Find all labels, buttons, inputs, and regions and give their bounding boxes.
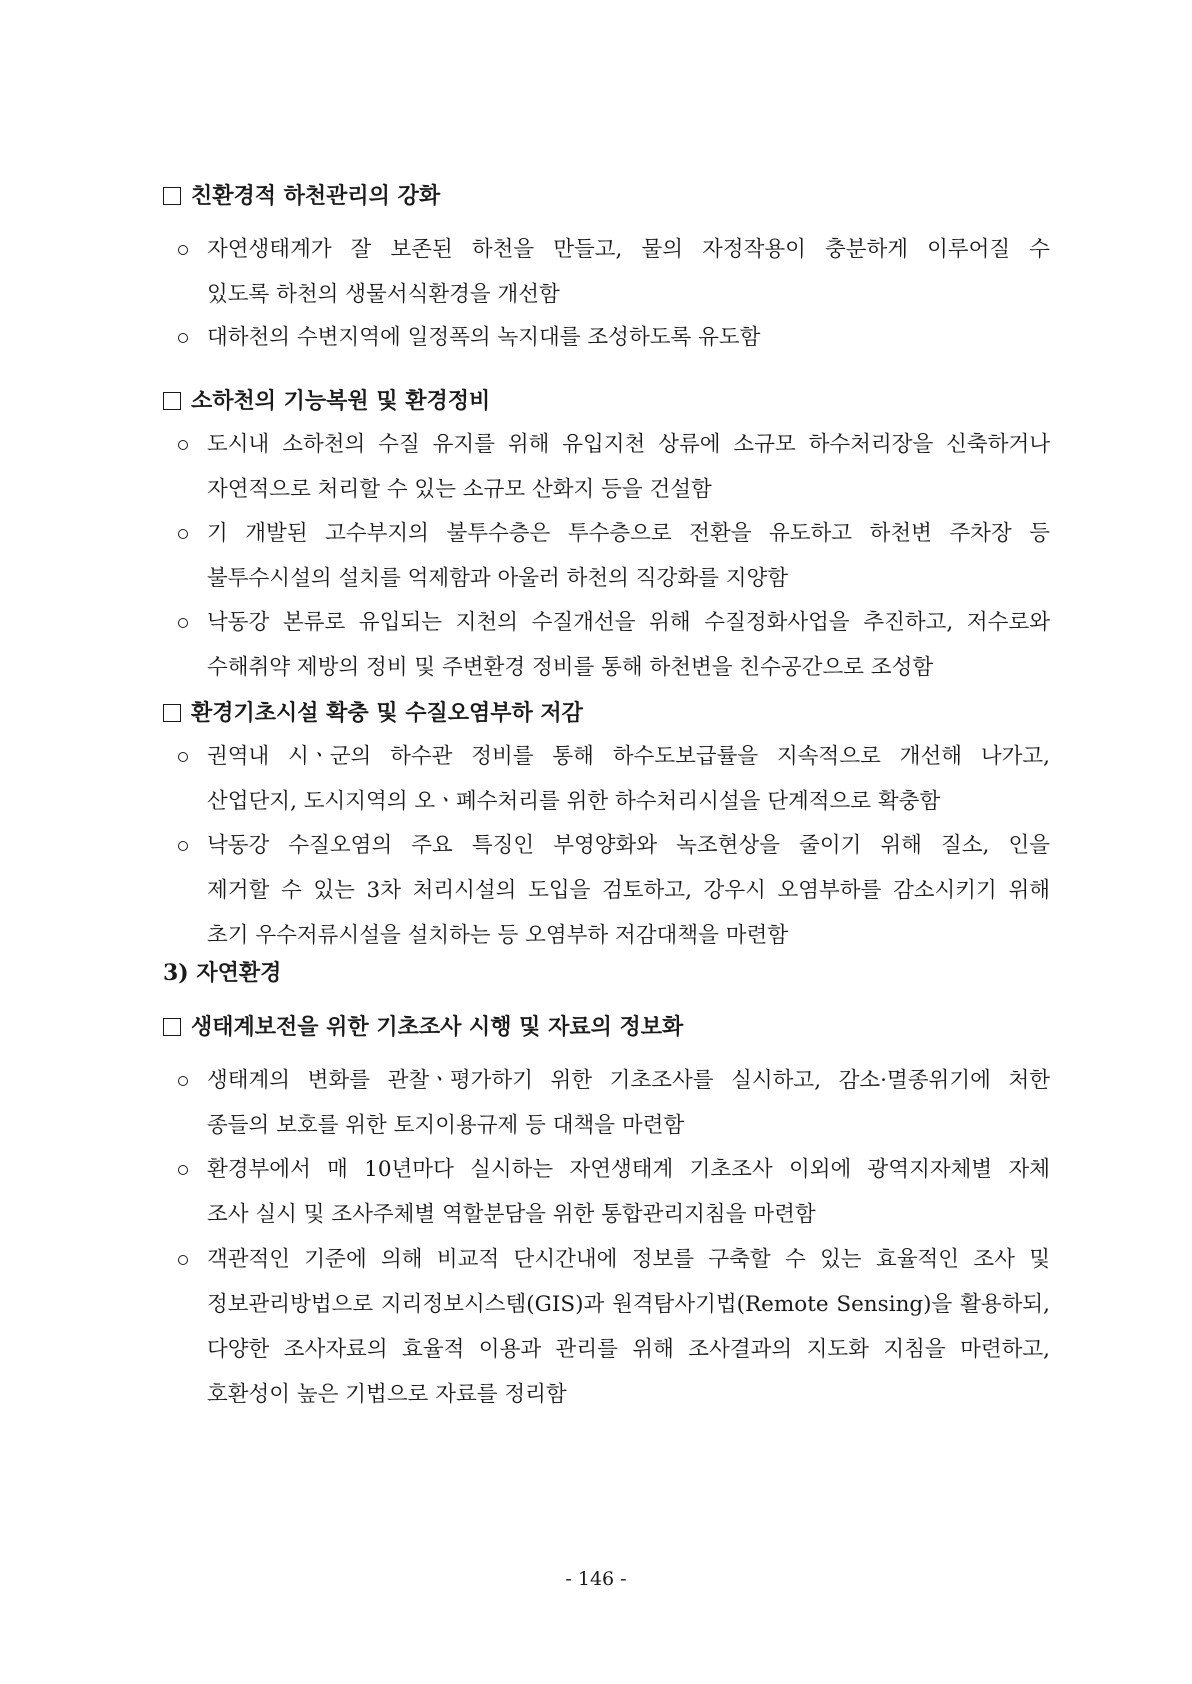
bullet-item	[178, 1147, 1050, 1237]
circle-bullet-icon	[178, 1255, 188, 1265]
bullet-item	[178, 511, 1050, 601]
bullet-line: 자연생태계가 잘 보존된 하천을 만들고, 물의 자정작용이 충분하게 이루어질 수	[207, 237, 1050, 262]
circle-bullet-icon	[178, 1165, 188, 1175]
bullet-line: 조사 실시 및 조사주체별 역할분담을 위한 통합관리지침을 마련함	[207, 1202, 816, 1227]
bullet-line: 제거할 수 있는 3차 처리시설의 도입을 검토하고, 강우시 오염부하를 감소시키기 위해	[207, 878, 1050, 903]
bullet-item	[178, 600, 1050, 690]
section-heading-text: 생태계보전을 위한 기초조사 시행 및 자료의 정보화	[191, 1014, 684, 1040]
bullet-line: 호환성이 높은 기법으로 자료를 정리함	[207, 1382, 567, 1407]
bullet-line: 다양한 조사자료의 효율적 이용과 관리를 위해 조사결과의 지도화 지침을 마련하고,	[207, 1337, 1050, 1362]
section-heading-text: 소하천의 기능복원 및 환경정비	[191, 388, 491, 414]
bullet-line: 환경부에서 매 10년마다 실시하는 자연생태계 기초조사 이외에 광역지자체별 자체	[207, 1157, 1050, 1182]
subsection-title: 3) 자연환경	[163, 960, 282, 986]
bullet-item	[178, 315, 1050, 360]
bullet-item	[178, 422, 1050, 512]
circle-bullet-icon	[178, 752, 188, 762]
circle-bullet-icon	[178, 245, 188, 255]
bullet-line: 도시내 소하천의 수질 유지를 위해 유입지천 상류에 소규모 하수처리장을 신축하거나	[207, 432, 1050, 457]
checkbox-square-icon	[163, 704, 181, 722]
section-heading	[163, 698, 583, 728]
bullet-line: 초기 우수저류시설을 설치하는 등 오염부하 저감대책을 마련함	[207, 923, 789, 948]
bullet-line: 기 개발된 고수부지의 불투수층은 투수층으로 전환을 유도하고 하천변 주차장 등	[207, 521, 1050, 546]
bullet-item	[178, 227, 1050, 317]
bullet-item	[178, 1058, 1050, 1148]
bullet-line: 불투수시설의 설치를 억제함과 아울러 하천의 직강화를 지양함	[207, 566, 789, 591]
bullet-line: 낙동강 본류로 유입되는 지천의 수질개선을 위해 수질정화사업을 추진하고, 저수로와	[207, 610, 1050, 635]
checkbox-square-icon	[163, 1018, 181, 1036]
circle-bullet-icon	[178, 841, 188, 851]
bullet-line: 객관적인 기준에 의해 비교적 단시간내에 정보를 구축할 수 있는 효율적인 조사 및	[207, 1247, 1050, 1272]
circle-bullet-icon	[178, 440, 188, 450]
circle-bullet-icon	[178, 618, 188, 628]
bullet-line: 낙동강 수질오염의 주요 특징인 부영양화와 녹조현상을 줄이기 위해 질소, 인을	[207, 833, 1050, 858]
checkbox-square-icon	[163, 187, 181, 205]
circle-bullet-icon	[178, 333, 188, 343]
checkbox-square-icon	[163, 392, 181, 410]
bullet-line: 있도록 하천의 생물서식환경을 개선함	[207, 282, 560, 307]
bullet-item	[178, 1237, 1050, 1417]
bullet-line: 생태계의 변화를 관찰ㆍ평가하기 위한 기초조사를 실시하고, 감소·멸종위기에 처한	[207, 1068, 1050, 1093]
section-heading	[163, 181, 440, 211]
bullet-line: 권역내 시ㆍ군의 하수관 정비를 통해 하수도보급률을 지속적으로 개선해 나가고,	[207, 744, 1050, 769]
circle-bullet-icon	[178, 1076, 188, 1086]
bullet-item	[178, 823, 1050, 958]
bullet-line: 자연적으로 처리할 수 있는 소규모 산화지 등을 건설함	[207, 477, 712, 502]
section-heading	[163, 386, 490, 416]
section-heading	[163, 1012, 683, 1042]
page-number: - 146 -	[565, 1568, 627, 1590]
section-heading-text: 환경기초시설 확충 및 수질오염부하 저감	[191, 700, 583, 726]
bullet-item	[178, 734, 1050, 824]
bullet-line: 종들의 보호를 위한 토지이용규제 등 대책을 마련함	[207, 1113, 685, 1138]
circle-bullet-icon	[178, 529, 188, 539]
bullet-line: 산업단지, 도시지역의 오ㆍ폐수처리를 위한 하수처리시설을 단계적으로 확충함	[207, 789, 941, 814]
section-heading-text: 친환경적 하천관리의 강화	[191, 183, 441, 209]
bullet-line: 대하천의 수변지역에 일정폭의 녹지대를 조성하도록 유도함	[207, 325, 761, 350]
bullet-line: 정보관리방법으로 지리정보시스템(GIS)과 원격탐사기법(Remote Sensing)을 활용하되,	[207, 1292, 1050, 1317]
bullet-line: 수해취약 제방의 정비 및 주변환경 정비를 통해 하천변을 친수공간으로 조성함	[207, 655, 934, 680]
